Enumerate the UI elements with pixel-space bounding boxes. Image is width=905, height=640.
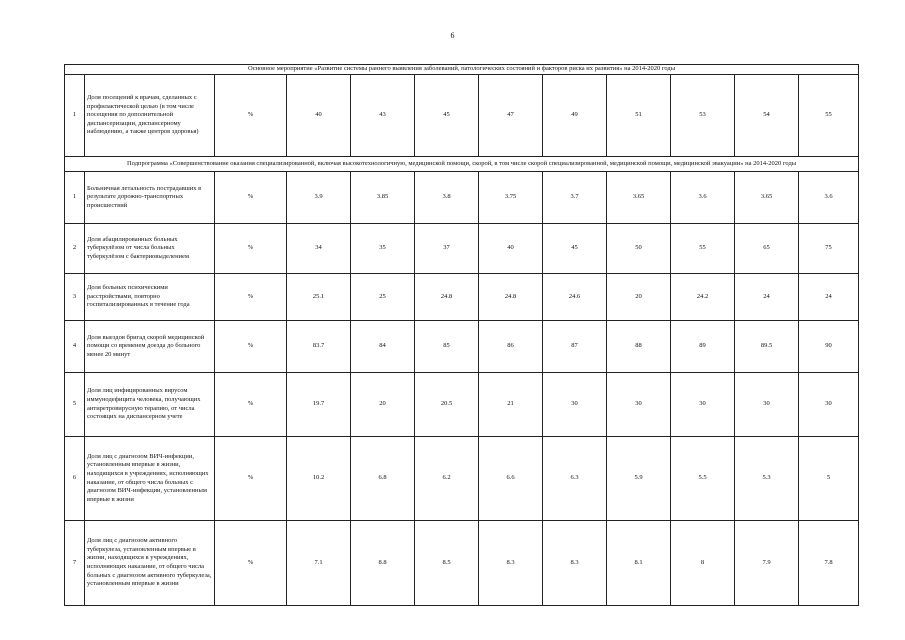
value-cell: 34 [287, 224, 351, 274]
value-cell: 5 [799, 437, 859, 521]
value-cell: 53 [671, 75, 735, 157]
value-cell: 5.5 [671, 437, 735, 521]
unit: % [215, 75, 287, 157]
value-cell: 25 [351, 274, 415, 321]
value-cell: 8 [671, 521, 735, 606]
value-cell: 49 [543, 75, 607, 157]
value-cell: 24 [735, 274, 799, 321]
value-cell: 51 [607, 75, 671, 157]
value-cell: 6.3 [543, 437, 607, 521]
section-header-row [65, 157, 859, 172]
value-cell: 7.9 [735, 521, 799, 606]
value-cell: 3.85 [351, 172, 415, 224]
unit: % [215, 373, 287, 437]
section-title: Основное мероприятие «Развитие системы раннего выявления заболеваний, патологических состояний и факторов риска их развития» на 2014-2020 годы [65, 65, 859, 75]
unit: % [215, 172, 287, 224]
value-cell: 8.3 [479, 521, 543, 606]
indicator-name: Доля лиц с диагнозом активного туберкулеза, установленным впервые в жизни, находящихся в учреждениях, исполняющих наказание, от общего числа больных с диагнозом активного туберкулеза, установленным впервые в жизни [85, 521, 215, 606]
indicator-name: Доля лиц с диагнозом ВИЧ-инфекции, установленным впервые в жизни, находящихся в учреждениях, исполняющих наказание, от общего числа больных с диагнозом ВИЧ-инфекции, установленным впервые в жизни [85, 437, 215, 521]
row-number: 3 [65, 274, 85, 321]
value-cell: 20 [351, 373, 415, 437]
value-cell: 5.9 [607, 437, 671, 521]
value-cell: 40 [479, 224, 543, 274]
value-cell: 83.7 [287, 321, 351, 373]
value-cell: 85 [415, 321, 479, 373]
unit: % [215, 437, 287, 521]
value-cell: 8.3 [543, 521, 607, 606]
value-cell: 89.5 [735, 321, 799, 373]
indicator-row [65, 437, 859, 521]
value-cell: 8.8 [351, 521, 415, 606]
row-number: 2 [65, 224, 85, 274]
value-cell: 47 [479, 75, 543, 157]
value-cell: 65 [735, 224, 799, 274]
value-cell: 5.3 [735, 437, 799, 521]
indicator-name: Доля лиц инфицированных вирусом иммунодефицита человека, получающих антиретровирусную терапию, от числа состоящих на диспансерном учете [85, 373, 215, 437]
value-cell: 24.8 [479, 274, 543, 321]
value-cell: 84 [351, 321, 415, 373]
value-cell: 25.1 [287, 274, 351, 321]
value-cell: 45 [415, 75, 479, 157]
value-cell: 8.5 [415, 521, 479, 606]
value-cell: 3.6 [799, 172, 859, 224]
value-cell: 3.65 [735, 172, 799, 224]
unit: % [215, 224, 287, 274]
value-cell: 19.7 [287, 373, 351, 437]
value-cell: 87 [543, 321, 607, 373]
unit: % [215, 521, 287, 606]
value-cell: 3.9 [287, 172, 351, 224]
value-cell: 24 [799, 274, 859, 321]
value-cell: 6.2 [415, 437, 479, 521]
value-cell: 3.8 [415, 172, 479, 224]
value-cell: 24.2 [671, 274, 735, 321]
value-cell: 35 [351, 224, 415, 274]
row-number: 1 [65, 172, 85, 224]
indicator-name: Доля выездов бригад скорой медицинской помощи со временем доезда до больного менее 20 минут [85, 321, 215, 373]
value-cell: 24.6 [543, 274, 607, 321]
indicator-row [65, 373, 859, 437]
page-number: 6 [450, 31, 455, 40]
value-cell: 90 [799, 321, 859, 373]
row-number: 5 [65, 373, 85, 437]
indicator-name: Доля больных психическими расстройствами, повторно госпитализированных в течение года [85, 274, 215, 321]
section-title: Подпрограмма «Совершенствование оказания специализированной, включая высокотехнологичную, медицинской помощи, скорой, в том числе скорой специализированной, медицинской помощи, медицинской эвакуации» на 2014-2020 годы [65, 157, 859, 172]
value-cell: 6.6 [479, 437, 543, 521]
value-cell: 7.1 [287, 521, 351, 606]
row-number: 4 [65, 321, 85, 373]
value-cell: 3.6 [671, 172, 735, 224]
value-cell: 3.65 [607, 172, 671, 224]
indicators-table [64, 64, 859, 606]
value-cell: 7.8 [799, 521, 859, 606]
row-number: 7 [65, 521, 85, 606]
value-cell: 43 [351, 75, 415, 157]
value-cell: 10.2 [287, 437, 351, 521]
indicator-row [65, 75, 859, 157]
value-cell: 20 [607, 274, 671, 321]
value-cell: 20.5 [415, 373, 479, 437]
indicator-name: Больничная летальность пострадавших в результате дорожно-транспортных происшествий [85, 172, 215, 224]
value-cell: 30 [735, 373, 799, 437]
value-cell: 37 [415, 224, 479, 274]
indicator-row [65, 521, 859, 606]
indicator-name: Доля посещений к врачам, сделанных с профилактической целью (в том числе посещения по дополнительной диспансеризации, диспансерному наблюдению, а также центров здоровья) [85, 75, 215, 157]
value-cell: 54 [735, 75, 799, 157]
value-cell: 21 [479, 373, 543, 437]
value-cell: 50 [607, 224, 671, 274]
value-cell: 75 [799, 224, 859, 274]
unit: % [215, 321, 287, 373]
value-cell: 45 [543, 224, 607, 274]
row-number: 6 [65, 437, 85, 521]
value-cell: 30 [671, 373, 735, 437]
unit: % [215, 274, 287, 321]
value-cell: 3.7 [543, 172, 607, 224]
value-cell: 55 [799, 75, 859, 157]
value-cell: 55 [671, 224, 735, 274]
indicator-row [65, 224, 859, 274]
indicator-row [65, 274, 859, 321]
value-cell: 89 [671, 321, 735, 373]
indicator-row [65, 172, 859, 224]
value-cell: 86 [479, 321, 543, 373]
value-cell: 30 [799, 373, 859, 437]
value-cell: 8.1 [607, 521, 671, 606]
indicator-name: Доля абацилированных больных туберкулёзом от числа больных туберкулёзом с бактериовыделением [85, 224, 215, 274]
indicator-row [65, 321, 859, 373]
row-number: 1 [65, 75, 85, 157]
value-cell: 40 [287, 75, 351, 157]
value-cell: 30 [543, 373, 607, 437]
value-cell: 30 [607, 373, 671, 437]
section-header-row [65, 65, 859, 75]
value-cell: 88 [607, 321, 671, 373]
value-cell: 3.75 [479, 172, 543, 224]
value-cell: 6.8 [351, 437, 415, 521]
value-cell: 24.8 [415, 274, 479, 321]
